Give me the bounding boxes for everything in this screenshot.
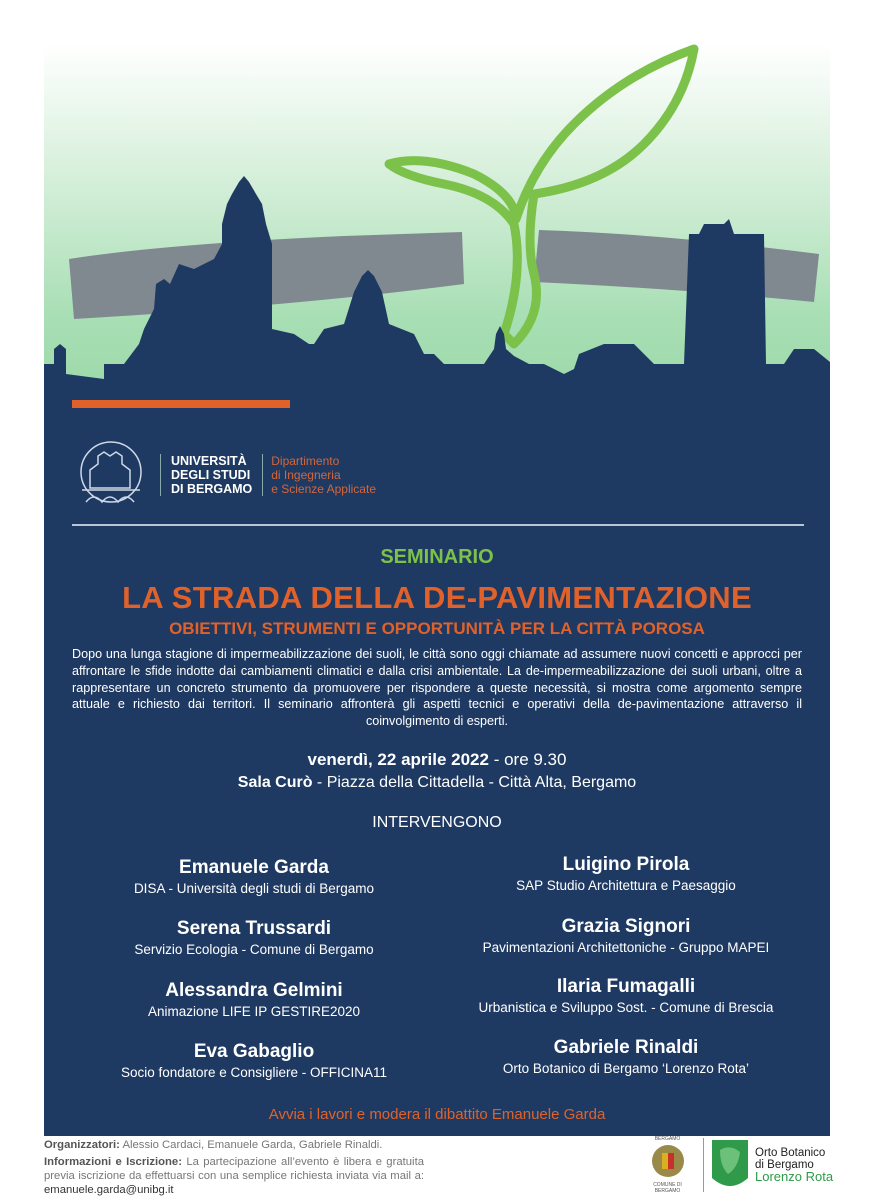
info-text: La partecipazione all’evento è libera e gratuita previa iscrizione da effettuarsi con una semplice richiesta inviata via mail a: <box>44 1156 424 1182</box>
orto-botanico-text <box>755 1147 833 1183</box>
speaker-name: Emanuele Garda <box>179 857 329 878</box>
speaker-name: Eva Gabaglio <box>193 1041 315 1062</box>
footer-info <box>44 1138 604 1197</box>
comune-top-text: BERGAMO <box>654 1136 681 1142</box>
divider <box>72 524 804 526</box>
department-line: Dipartimento <box>271 454 340 468</box>
department-line: di Ingegneria <box>271 468 341 482</box>
speaker-name: Grazia Signori <box>561 916 691 937</box>
event-location <box>44 774 830 792</box>
moderator-note: Avvia i lavori e modera il dibattito Emanuele Garda <box>268 1106 606 1123</box>
skyline-illustration <box>44 44 830 424</box>
speaker-role: DISA - Università degli studi di Bergamo <box>133 881 375 896</box>
speaker-role: Animazione LIFE IP GESTIRE2020 <box>147 1004 361 1019</box>
speaker <box>446 1036 806 1078</box>
speaker <box>446 975 806 1017</box>
university-line: DEGLI STUDI <box>171 468 251 482</box>
speaker-name: Luigino Pirola <box>562 854 690 875</box>
speaker-name: Serena Trussardi <box>176 918 332 939</box>
sprout-icon <box>389 49 694 344</box>
speakers-heading: INTERVENGONO <box>372 814 502 831</box>
email-link[interactable]: emanuele.garda@unibg.it <box>44 1184 174 1196</box>
event-time: - ore 9.30 <box>488 750 567 769</box>
speaker-role: SAP Studio Architettura e Paesaggio <box>516 878 736 893</box>
speaker <box>74 856 434 898</box>
registration-info <box>44 1155 424 1197</box>
speaker <box>446 853 806 895</box>
event-address: - Piazza della Cittadella - Città Alta, Bergamo <box>312 774 637 791</box>
event-description: Dopo una lunga stagione di impermeabilizzazione dei suoli, le città sono oggi chiamate ad assumere nuovi concetti e approcci per affrontare le sfide indotte dai cambiamenti climatici e dalla crisi ambientale. La de-impermeabilizzazione dei suoli urbani, oltre a rappresentare un concreto strumento da promuovere per rispondere a queste necessità, si mostra come argomento sempre attuale e richiesto dai territori. Il seminario affronterà gli aspetti tecnici e operativi della de-pavimentazione attraverso il coinvolgimento di esperti. <box>72 647 802 729</box>
organizers-names: Alessio Cardaci, Emanuele Garda, Gabriele Rinaldi. <box>119 1139 383 1151</box>
event-datetime <box>44 750 830 770</box>
event-type: SEMINARIO <box>380 546 494 568</box>
speaker <box>74 979 434 1021</box>
university-seal-icon <box>72 440 150 510</box>
speaker-role: Orto Botanico di Bergamo ‘Lorenzo Rota’ <box>502 1061 750 1076</box>
partner-logos <box>640 1136 833 1194</box>
event-venue: Sala Curò <box>237 774 313 791</box>
university-line: DI BERGAMO <box>171 482 253 496</box>
event-subtitle: OBIETTIVI, STRUMENTI E OPPORTUNITÀ PER LA CITTÀ POROSA <box>169 619 705 638</box>
comune-bottom-text: COMUNE DI BERGAMO <box>653 1182 682 1194</box>
organizers-label: Organizzatori: <box>44 1139 120 1151</box>
speaker-name: Alessandra Gelmini <box>165 980 343 1001</box>
department-line: e Scienze Applicate <box>271 482 376 496</box>
orto-line: di Bergamo <box>755 1159 814 1171</box>
seminar-poster <box>44 44 830 1136</box>
speaker-role: Urbanistica e Sviluppo Sost. - Comune di Brescia <box>478 1000 774 1015</box>
speaker <box>446 915 806 957</box>
orto-botanico-logo <box>703 1138 833 1192</box>
speaker-role: Socio fondatore e Consigliere - OFFICINA11 <box>120 1065 388 1080</box>
speaker-name: Gabriele Rinaldi <box>553 1037 699 1058</box>
speaker-role: Servizio Ecologia - Comune di Bergamo <box>134 942 374 957</box>
speaker <box>74 917 434 959</box>
comune-logo <box>640 1136 695 1194</box>
orto-botanico-icon <box>710 1138 750 1192</box>
gray-brushstroke-right <box>534 230 819 302</box>
speaker-role: Pavimentazioni Architettoniche - Gruppo MAPEI <box>482 940 770 955</box>
event-date: venerdì, 22 aprile 2022 <box>307 750 489 769</box>
university-line: UNIVERSITÀ <box>171 454 247 468</box>
city-skyline <box>44 176 830 424</box>
department-name <box>262 454 376 496</box>
speaker-name: Ilaria Fumagalli <box>556 976 696 997</box>
university-logo <box>72 440 376 510</box>
orto-line: Lorenzo Rota <box>755 1169 834 1184</box>
orto-line: Orto Botanico <box>755 1147 826 1159</box>
info-label: Informazioni e Iscrizione: <box>44 1156 182 1168</box>
speaker <box>74 1040 434 1082</box>
coat-of-arms-icon <box>651 1142 685 1180</box>
event-title: LA STRADA DELLA DE-PAVIMENTAZIONE <box>122 580 752 615</box>
university-name <box>160 454 252 496</box>
accent-bar <box>72 400 290 408</box>
organizers <box>44 1138 604 1152</box>
